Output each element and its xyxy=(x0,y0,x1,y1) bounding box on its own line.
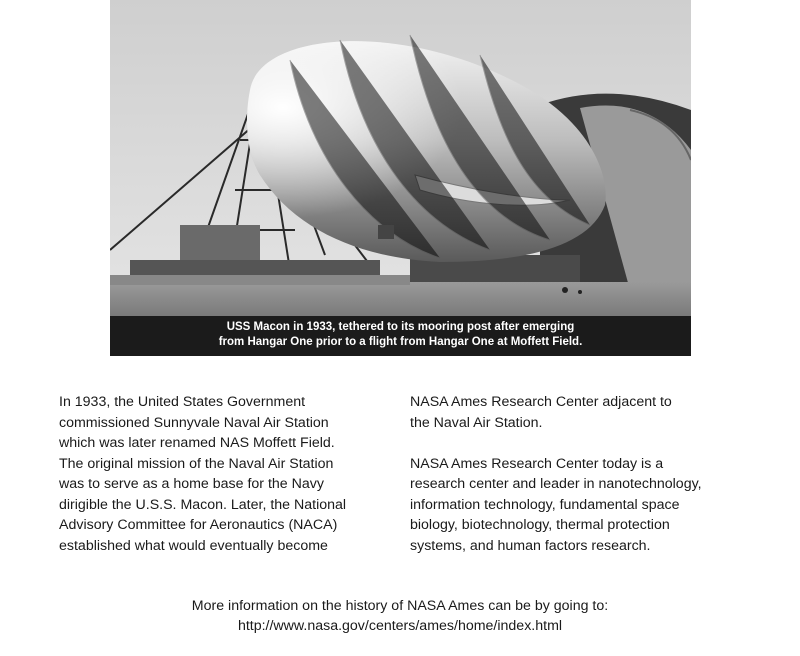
left-paragraph xyxy=(59,392,394,556)
text-line: commissioned Sunnyvale Naval Air Station xyxy=(59,414,329,431)
text-line: NASA Ames Research Center today is a xyxy=(410,455,664,472)
footer xyxy=(0,596,800,636)
footer-info-text: More information on the history of NASA Ames can be by going to: xyxy=(191,598,609,614)
left-column xyxy=(59,392,394,556)
text-line: NASA Ames Research Center adjacent to xyxy=(410,394,672,410)
text-line: research center and leader in nanotechnology, xyxy=(410,476,702,492)
text-line: Advisory Committee for Aeronautics (NACA) xyxy=(59,517,338,533)
photo-caption xyxy=(110,316,691,356)
right-column xyxy=(410,392,755,556)
caption-line-1: USS Macon in 1933, tethered to its mooring post after emerging xyxy=(226,321,575,333)
text-line: systems, and human factors research. xyxy=(410,537,651,554)
text-line: the Naval Air Station. xyxy=(410,414,543,431)
text-line: In 1933, the United States Government xyxy=(59,394,306,410)
text-line: was to serve as a home base for the Navy xyxy=(59,476,324,492)
text-line: biology, biotechnology, thermal protection xyxy=(410,517,670,533)
caption-line-2: from Hangar One prior to a flight from Hangar One at Moffett Field. xyxy=(218,336,583,348)
text-line: established what would eventually become xyxy=(59,537,328,554)
text-line: The original mission of the Naval Air Station xyxy=(59,455,334,472)
text-line: which was later renamed NAS Moffett Field. xyxy=(59,435,335,451)
footer-url: http://www.nasa.gov/centers/ames/home/index.html xyxy=(237,618,563,634)
airship-hangar-illustration xyxy=(110,0,691,316)
text-line: information technology, fundamental space xyxy=(410,496,680,513)
right-paragraph-1 xyxy=(410,392,755,433)
text-line: dirigible the U.S.S. Macon. Later, the National xyxy=(59,496,347,513)
macon-photo xyxy=(110,0,691,356)
right-paragraph-2 xyxy=(410,454,755,557)
